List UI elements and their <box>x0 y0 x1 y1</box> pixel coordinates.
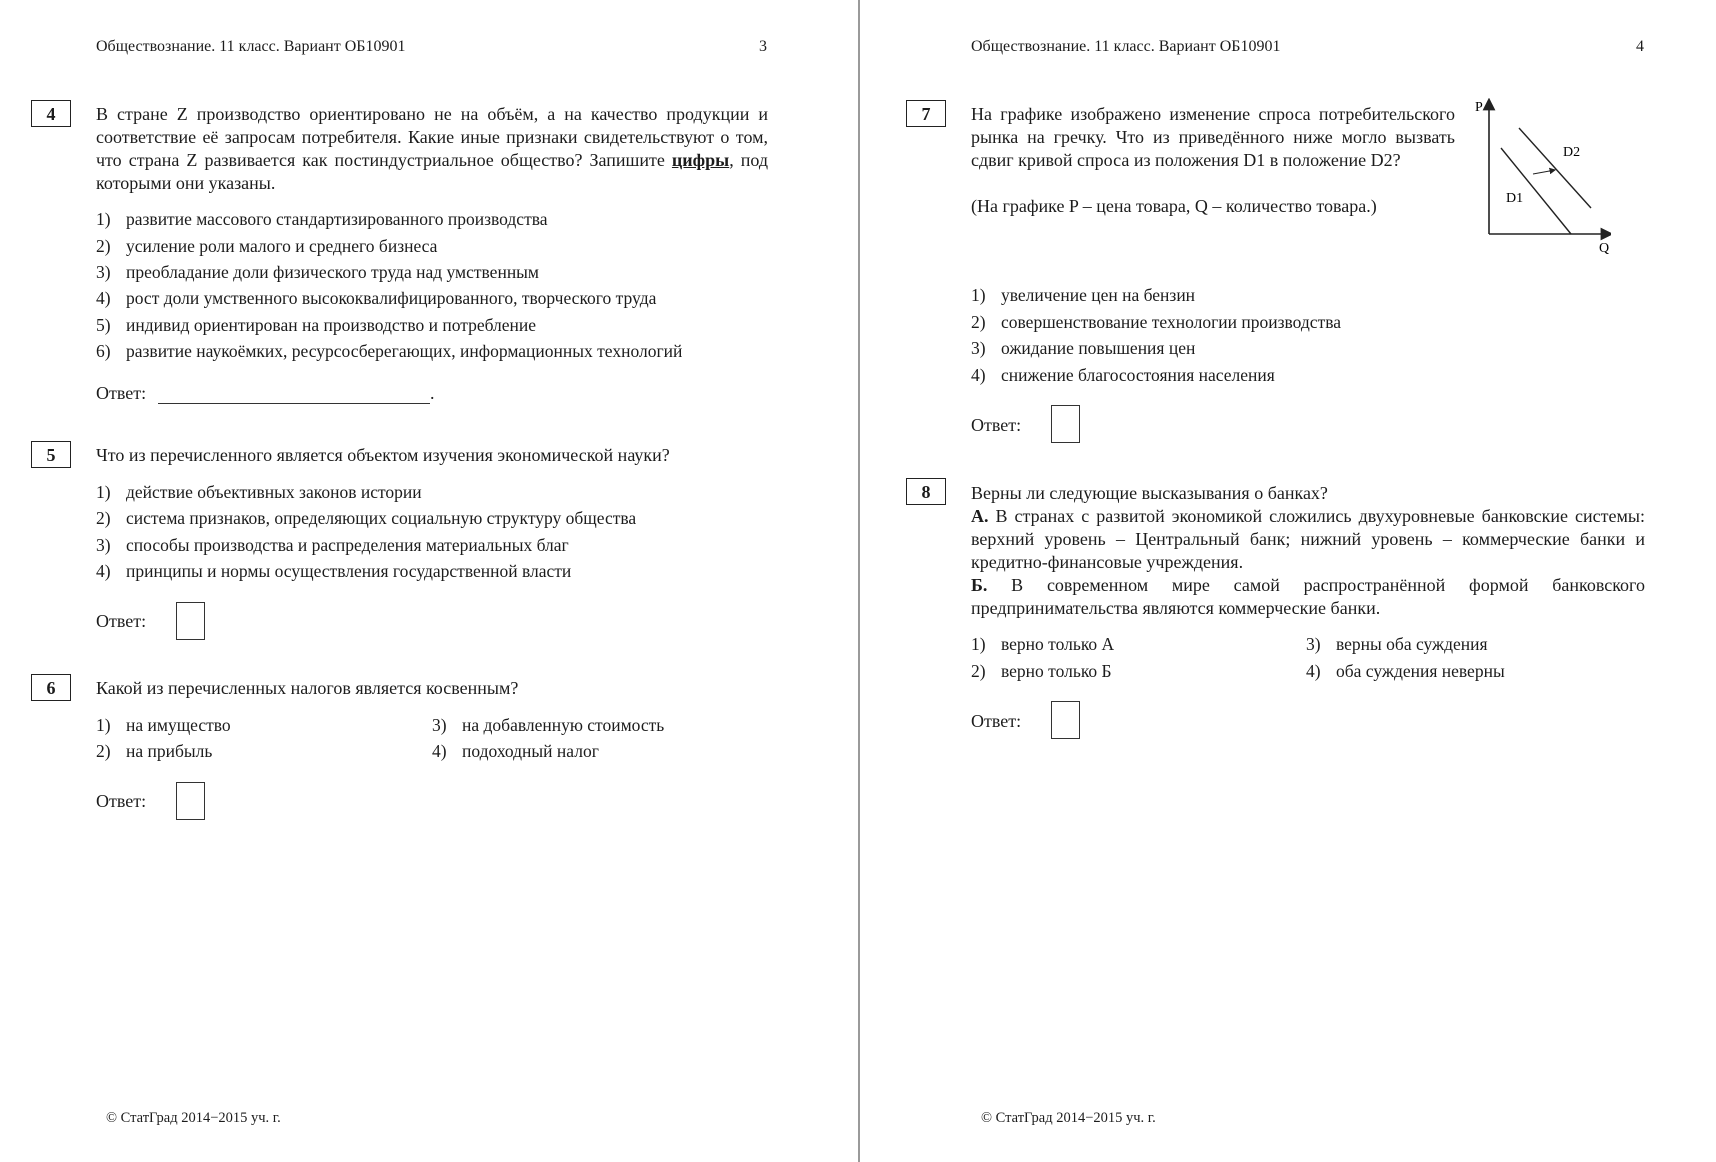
option-text: преобладание доли физического труда над умственным <box>126 262 540 282</box>
question-number: 5 <box>31 441 71 468</box>
option-text: подоходный налог <box>462 741 599 761</box>
option-item <box>96 715 231 736</box>
question-text-part: , под которыми они указаны. <box>96 150 768 193</box>
option-text: на прибыль <box>126 741 213 761</box>
option-number: 4) <box>971 365 986 385</box>
page-number: 3 <box>759 38 767 55</box>
option-item <box>971 365 1275 386</box>
option-number: 2) <box>96 508 111 528</box>
d2-label: D2 <box>1563 145 1581 160</box>
option-item <box>96 209 548 230</box>
option-text: на добавленную стоимость <box>462 715 665 735</box>
option-item <box>96 236 437 257</box>
answer-label: Ответ: <box>96 383 147 403</box>
statement-b-text: В современном мире самой распространённой формой банковского предпринимательства являются коммерческие банки. <box>971 575 1645 618</box>
option-text: система признаков, определяющих социальную структуру общества <box>126 508 637 528</box>
option-number: 4) <box>96 288 111 308</box>
option-number: 4) <box>96 561 111 581</box>
page-header: Обществознание. 11 класс. Вариант ОБ10901 <box>96 38 406 55</box>
option-item <box>96 741 212 762</box>
option-number: 3) <box>1306 634 1321 654</box>
option-number: 4) <box>1306 661 1321 681</box>
shift-arrow <box>1533 170 1555 174</box>
option-text: оба суждения неверны <box>1336 661 1505 681</box>
demand-curve-d2 <box>1519 128 1591 208</box>
page-footer: © СтатГрад 2014−2015 уч. г. <box>106 1110 281 1126</box>
option-number: 3) <box>432 715 447 735</box>
option-number: 1) <box>96 482 111 502</box>
answer-label: Ответ: <box>971 711 1022 731</box>
option-item <box>96 288 656 309</box>
option-number: 3) <box>971 338 986 358</box>
statement-a-text: В странах с развитой экономикой сложились двухуровневые банковские системы: верхний уровень – Центральный банк; нижний уровень – коммерческие банки и кредитно-финансовые учреждения. <box>971 506 1645 572</box>
option-item <box>432 715 664 736</box>
statement-b-label: Б. <box>971 575 988 595</box>
right-page <box>861 0 1716 1162</box>
option-item <box>96 341 682 362</box>
answer-box[interactable] <box>176 782 205 820</box>
answer-label: Ответ: <box>96 791 147 811</box>
answer-label: Ответ: <box>971 415 1022 435</box>
question-number: 6 <box>31 674 71 701</box>
option-item <box>971 661 1112 682</box>
option-number: 2) <box>96 236 111 256</box>
question-number: 8 <box>906 478 946 505</box>
option-number: 2) <box>96 741 111 761</box>
option-item <box>96 262 539 283</box>
option-text: индивид ориентирован на производство и потребление <box>126 315 537 335</box>
option-item <box>1306 634 1488 655</box>
option-number: 1) <box>96 209 111 229</box>
question-note: (На графике P – цена товара, Q – количество товара.) <box>971 196 1377 216</box>
question-text <box>96 103 768 195</box>
p-axis-label: P <box>1475 100 1483 115</box>
option-item <box>96 315 536 336</box>
option-item <box>96 508 636 529</box>
option-item <box>96 561 571 582</box>
option-number: 5) <box>96 315 111 335</box>
option-text: снижение благосостояния населения <box>1001 365 1275 385</box>
statement-a <box>971 505 1645 574</box>
option-text: верны оба суждения <box>1336 634 1488 654</box>
option-item <box>971 634 1114 655</box>
option-text: совершенствование технологии производства <box>1001 312 1342 332</box>
option-number: 1) <box>971 634 986 654</box>
option-item <box>971 338 1195 359</box>
option-text: усиление роли малого и среднего бизнеса <box>126 236 438 256</box>
option-text: увеличение цен на бензин <box>1001 285 1196 305</box>
page-header: Обществознание. 11 класс. Вариант ОБ10901 <box>971 38 1281 55</box>
option-text: развитие наукоёмких, ресурсосберегающих, информационных технологий <box>126 341 683 361</box>
answer-end-mark: . <box>430 383 435 403</box>
question-text: На графике изображено изменение спроса потребительского рынка на гречку. Что из приведённого ниже могло вызвать сдвиг кривой спроса из положения D1 в положение D2? <box>971 104 1455 170</box>
answer-box[interactable] <box>176 602 205 640</box>
question-number: 7 <box>906 100 946 127</box>
option-number: 3) <box>96 535 111 555</box>
option-text: рост доли умственного высококвалифицированного, творческого труда <box>126 288 657 308</box>
option-number: 1) <box>96 715 111 735</box>
demand-graph <box>1461 98 1611 258</box>
page-footer: © СтатГрад 2014−2015 уч. г. <box>981 1110 1156 1126</box>
emphasis-text: цифры <box>671 150 730 170</box>
option-text: способы производства и распределения материальных благ <box>126 535 569 555</box>
question-text-part: В стране Z производство ориентировано не на объём, а на качество продукции и соответствие её запросам потребителя. Какие иные признаки свидетельствуют о том, что страна Z развивается как постиндустриальное общество? Запишите <box>96 104 768 170</box>
option-item <box>96 535 569 556</box>
option-number: 1) <box>971 285 986 305</box>
option-text: принципы и нормы осуществления государственной власти <box>126 561 572 581</box>
answer-label: Ответ: <box>96 611 147 631</box>
page-number: 4 <box>1636 38 1644 55</box>
option-text: развитие массового стандартизированного производства <box>126 209 548 229</box>
option-text: на имущество <box>126 715 231 735</box>
option-number: 6) <box>96 341 111 361</box>
option-item <box>1306 661 1505 682</box>
answer-box[interactable] <box>1051 405 1080 443</box>
q-axis-label: Q <box>1599 241 1610 256</box>
statement-b <box>971 574 1645 620</box>
d1-label: D1 <box>1506 191 1524 206</box>
option-text: верно только Б <box>1001 661 1112 681</box>
question-number: 4 <box>31 100 71 127</box>
statement-a-label: А. <box>971 506 989 526</box>
answer-box[interactable] <box>1051 701 1080 739</box>
option-number: 2) <box>971 661 986 681</box>
answer-input-line[interactable] <box>158 385 430 404</box>
option-text: действие объективных законов истории <box>126 482 422 502</box>
option-item <box>96 482 422 503</box>
question-text: Что из перечисленного является объектом изучения экономической науки? <box>96 445 670 465</box>
option-number: 2) <box>971 312 986 332</box>
option-number: 3) <box>96 262 111 282</box>
option-item <box>432 741 599 762</box>
page-divider <box>858 0 860 1162</box>
option-item <box>971 312 1341 333</box>
question-text: Верны ли следующие высказывания о банках? <box>971 483 1328 503</box>
option-item <box>971 285 1195 306</box>
question-text: Какой из перечисленных налогов является косвенным? <box>96 678 519 698</box>
option-number: 4) <box>432 741 447 761</box>
option-text: верно только А <box>1001 634 1115 654</box>
option-text: ожидание повышения цен <box>1001 338 1196 358</box>
